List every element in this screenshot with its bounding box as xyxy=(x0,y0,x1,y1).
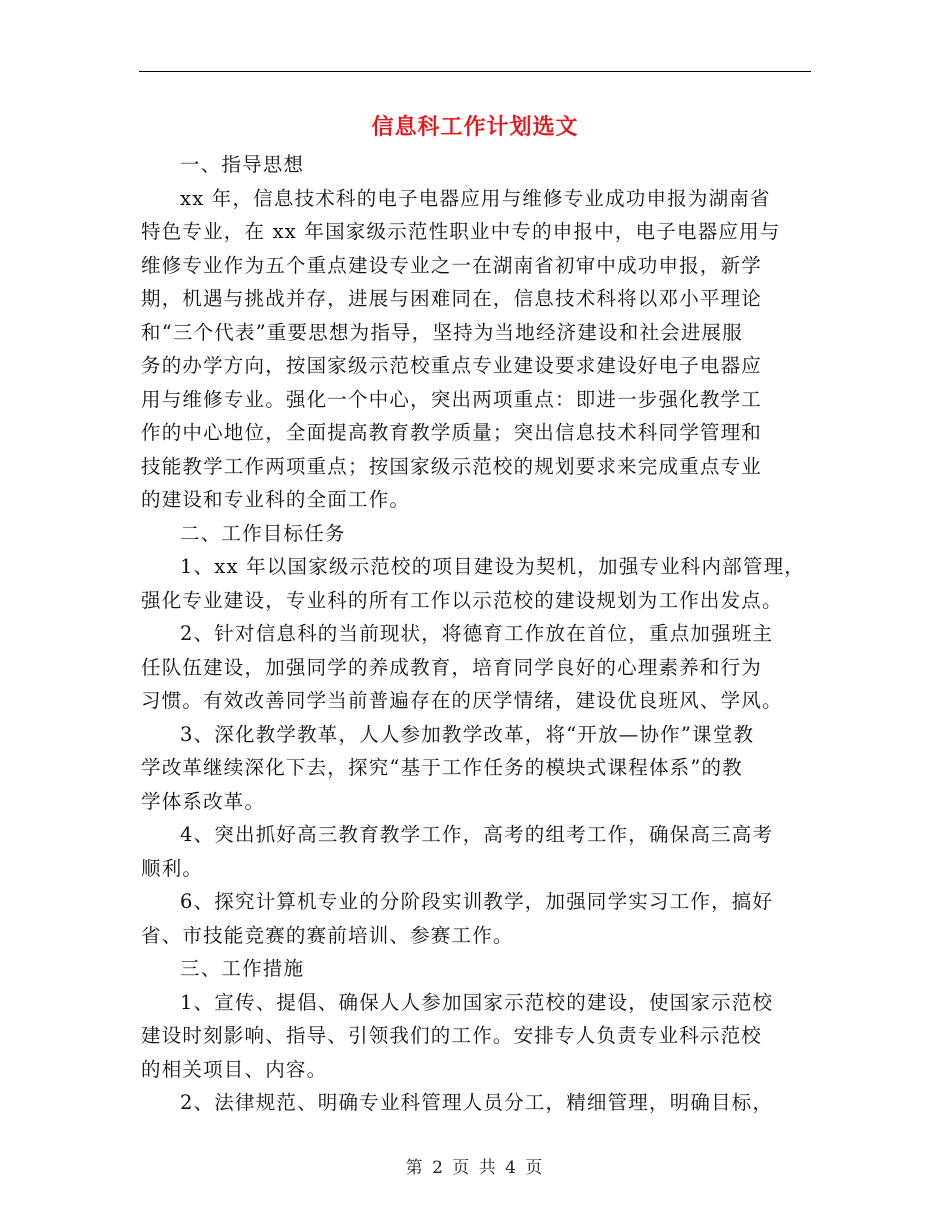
text-line: 习惯。有效改善同学当前普遍存在的厌学情绪，建设优良班风、学风。 xyxy=(141,689,783,712)
document-title: 信息科工作计划选文 xyxy=(371,114,579,140)
text-line: 作的中心地位，全面提高教育教学质量；突出信息技术科同学管理和 xyxy=(141,421,763,444)
text-line: 的相关项目、内容。 xyxy=(141,1057,328,1081)
header-rule xyxy=(139,71,811,72)
text-line: 1、xx 年以国家级示范校的项目建设为契机，加强专业科内部管理， xyxy=(180,555,805,578)
text-line: 和“三个代表”重要思想为指导，坚持为当地经济建设和社会进展服 xyxy=(141,320,743,344)
paragraph-goal-6 xyxy=(141,885,817,952)
paragraph-goal-4 xyxy=(141,818,817,885)
text-line: 维修专业作为五个重点建设专业之一在湖南省初审中成功申报，新学 xyxy=(141,253,763,277)
text-line: 建设时刻影响、指导、引领我们的工作。安排专人负责专业科示范校 xyxy=(141,1024,763,1047)
text-line: 6、探究计算机专业的分阶段实训教学，加强同学实习工作，搞好 xyxy=(180,890,774,913)
text-line: 3、深化教学教革，人人参加教学改革，将“开放—协作”课堂教 xyxy=(180,722,755,746)
text-line: 用与维修专业。强化一个中心，突出两项重点：即进一步强化教学工 xyxy=(141,387,763,411)
text-line: xx 年，信息技术科的电子电器应用与维修专业成功申报为湖南省 xyxy=(180,186,771,210)
text-line: 学体系改革。 xyxy=(141,789,266,813)
text-line: 强化专业建设，专业科的所有工作以示范校的建设规划为工作出发点。 xyxy=(141,588,783,612)
text-line: 省、市技能竞赛的赛前培训、参赛工作。 xyxy=(141,923,514,947)
paragraph-measure-2 xyxy=(141,1086,817,1120)
paragraph-goal-1 xyxy=(141,550,817,617)
paragraph-goal-3 xyxy=(141,718,817,819)
text-line: 顺利。 xyxy=(141,856,204,880)
text-line: 学改革继续深化下去，探究“基于工作任务的模块式课程体系”的教 xyxy=(141,756,743,779)
document-body xyxy=(141,148,817,1120)
paragraph-goal-2 xyxy=(141,617,817,718)
text-line: 的建设和专业科的全面工作。 xyxy=(141,488,411,511)
text-line: 技能教学工作两项重点；按国家级示范校的规划要求来完成重点专业 xyxy=(141,454,763,478)
text-line: 任队伍建设，加强同学的养成教育，培育同学良好的心理素养和行为 xyxy=(141,655,763,679)
paragraph-guiding-thought xyxy=(141,182,817,517)
text-line: 2、针对信息科的当前现状，将德育工作放在首位，重点加强班主 xyxy=(180,622,774,645)
text-line: 特色专业，在 xx 年国家级示范性职业中专的申报中，电子电器应用与 xyxy=(141,220,781,243)
text-line: 1、宣传、提倡、确保人人参加国家示范校的建设，使国家示范校 xyxy=(180,990,774,1014)
text-line: 2、法律规范、明确专业科管理人员分工，精细管理，明确目标， xyxy=(180,1091,774,1114)
section-heading-goals: 二、工作目标任务 xyxy=(180,521,346,545)
text-line: 务的办学方向，按国家级示范校重点专业建设要求建设好电子电器应 xyxy=(141,354,763,377)
section-heading-measures: 三、工作措施 xyxy=(180,957,305,980)
section-heading-guiding-thought: 一、指导思想 xyxy=(180,153,305,176)
page-number-footer: 第 2 页 共 4 页 xyxy=(405,1158,545,1178)
text-line: 期，机遇与挑战并存，进展与困难同在，信息技术科将以邓小平理论 xyxy=(141,287,763,310)
paragraph-measure-1 xyxy=(141,986,817,1087)
text-line: 4、突出抓好高三教育教学工作，高考的组考工作，确保高三高考 xyxy=(180,823,774,846)
